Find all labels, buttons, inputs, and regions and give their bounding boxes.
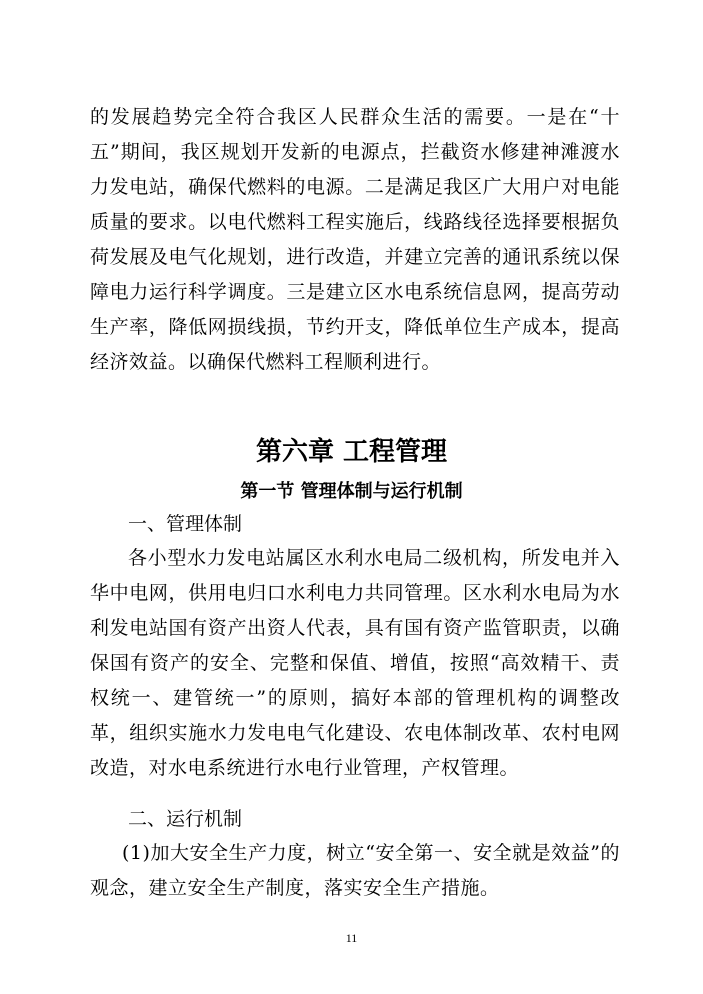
management-system-paragraph: 各小型水力发电站属区水利水电局二级机构，所发电并入华中电网，供用电归口水利电力共同管理。区水利水电局为水利发电站国有资产出资人代表，具有国有资产监管职责，以确保国有资产的安全、完整和保值、增值，按照“高效精干、责权统一、建管统一”的原则，搞好本部的管理机构的调整改革，组织实施水力发电电气化建设、农电体制改革、农村电网改造，对水电系统进行水电行业管理，产权管理。 xyxy=(90,547,620,779)
chapter-title: 第六章 工程管理 xyxy=(255,437,448,467)
operation-mechanism-paragraph: (1)加大安全生产力度，树立“安全第一、安全就是效益”的观念，建立安全生产制度，落实安全生产措施。 xyxy=(90,842,620,899)
page-number: 11 xyxy=(345,931,358,945)
subheading-management-system: 一、管理体制 xyxy=(128,513,243,535)
continuation-paragraph: 的发展趋势完全符合我区人民群众生活的需要。一是在“十五”期间，我区规划开发新的电源点，拦截资水修建神滩渡水力发电站，确保代燃料的电源。二是满足我区广大用户对电能质量的要求。以电代燃料工程实施后，线路线径选择要根据负荷发展及电气化规划，进行改造，并建立完善的通讯系统以保障电力运行科学调度。三是建立区水电系统信息网，提高劳动生产率，降低网损线损，节约开支，降低单位生产成本，提高经济效益。以确保代燃料工程顺利进行。 xyxy=(90,106,620,373)
section-title: 第一节 管理体制与运行机制 xyxy=(240,481,463,502)
subheading-operation-mechanism: 二、运行机制 xyxy=(128,808,243,830)
